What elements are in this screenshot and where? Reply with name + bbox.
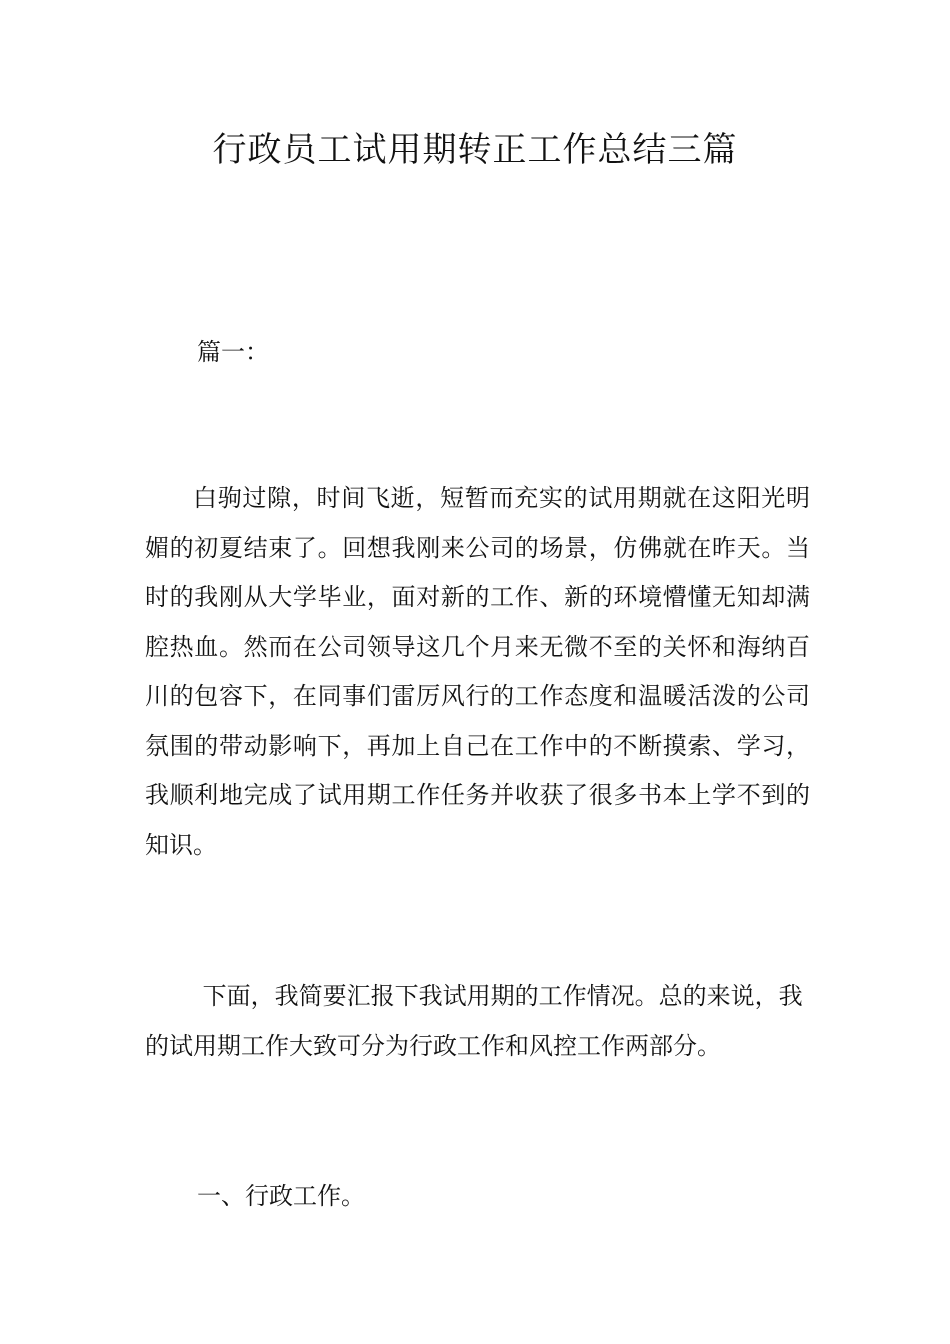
paragraph-1: 白驹过隙，时间飞逝，短暂而充实的试用期就在这阳光明媚的初夏结束了。回想我刚来公司的场景，仿佛就在昨天。当时的我刚从大学毕业，面对新的工作、新的环境懵懂无知却满腔热血。然而在公司领导这几个月来无微不至的关怀和海纳百川的包容下，在同事们雷厉风行的工作态度和温暖活泼的公司氛围的带动影响下，再加上自己在工作中的不断摸索、学习，我顺利地完成了试用期工作任务并收获了很多书本上学不到的知识。 bbox=[145, 484, 810, 859]
paragraph-2: 下面，我简要汇报下我试用期的工作情况。总的来说，我的试用期工作大致可分为行政工作和风控工作两部分。 bbox=[145, 982, 803, 1060]
subheading-administrative-work: 一、行政工作。 bbox=[197, 1182, 365, 1210]
section-label: 篇一： bbox=[197, 338, 269, 366]
document-title: 行政员工试用期转正工作总结三篇 bbox=[212, 130, 738, 170]
